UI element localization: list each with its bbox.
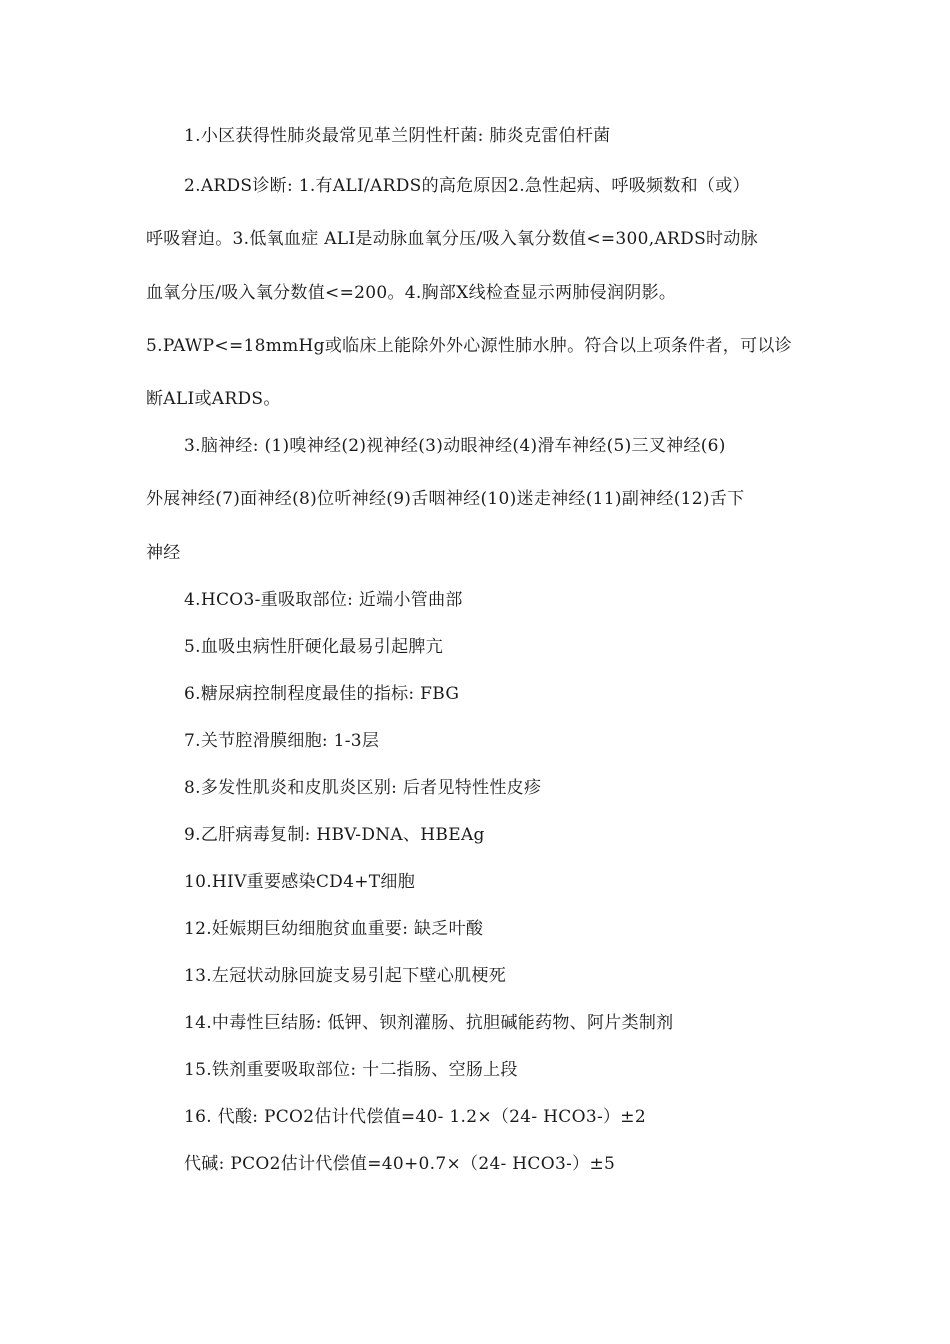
text-line-17: 12.妊娠期巨幼细胞贫血重要: 缺乏叶酸 xyxy=(184,919,484,939)
text-line-13: 7.关节腔滑膜细胞: 1-3层 xyxy=(184,731,380,751)
text-line-14: 8.多发性肌炎和皮肌炎区别: 后者见特性性皮疹 xyxy=(184,778,542,798)
text-line-20: 15.铁剂重要吸取部位: 十二指肠、空肠上段 xyxy=(184,1060,518,1080)
text-line-9: 神经 xyxy=(146,543,181,563)
text-line-18: 13.左冠状动脉回旋支易引起下壁心肌梗死 xyxy=(184,966,507,986)
text-line-22: 代碱: PCO2估计代偿值=40+0.7×（24- HCO3-）±5 xyxy=(184,1154,616,1174)
text-line-16: 10.HIV重要感染CD4+T细胞 xyxy=(184,872,415,892)
text-line-3: 呼吸窘迫。3.低氧血症 ALI是动脉血氧分压/吸入氧分数值<=300,ARDS时动脉 xyxy=(146,229,758,249)
text-line-7: 3.脑神经: (1)嗅神经(2)视神经(3)动眼神经(4)滑车神经(5)三叉神经(6) xyxy=(184,436,726,456)
text-line-19: 14.中毒性巨结肠: 低钾、钡剂灌肠、抗胆碱能药物、阿片类制剂 xyxy=(184,1013,674,1033)
text-line-15: 9.乙肝病毒复制: HBV-DNA、HBEAg xyxy=(184,825,485,845)
text-line-4: 血氧分压/吸入氧分数值<=200。4.胸部X线检查显示两肺侵润阴影。 xyxy=(146,283,677,303)
text-line-10: 4.HCO3-重吸取部位: 近端小管曲部 xyxy=(184,590,463,610)
text-line-5: 5.PAWP<=18mmHg或临床上能除外外心源性肺水肿。符合以上项条件者，可以诊 xyxy=(146,336,792,356)
text-line-11: 5.血吸虫病性肝硬化最易引起脾亢 xyxy=(184,637,444,657)
text-line-2: 2.ARDS诊断: 1.有ALI/ARDS的高危原因2.急性起病、呼吸频数和（或） xyxy=(184,176,750,196)
text-line-6: 断ALI或ARDS。 xyxy=(146,389,281,409)
text-line-8: 外展神经(7)面神经(8)位听神经(9)舌咽神经(10)迷走神经(11)副神经(12)舌下 xyxy=(146,489,745,509)
text-line-21: 16. 代酸: PCO2估计代偿值=40- 1.2×（24- HCO3-）±2 xyxy=(184,1107,646,1127)
text-line-1: 1.小区获得性肺炎最常见革兰阴性杆菌: 肺炎克雷伯杆菌 xyxy=(184,126,611,146)
text-line-12: 6.糖尿病控制程度最佳的指标: FBG xyxy=(184,684,460,704)
